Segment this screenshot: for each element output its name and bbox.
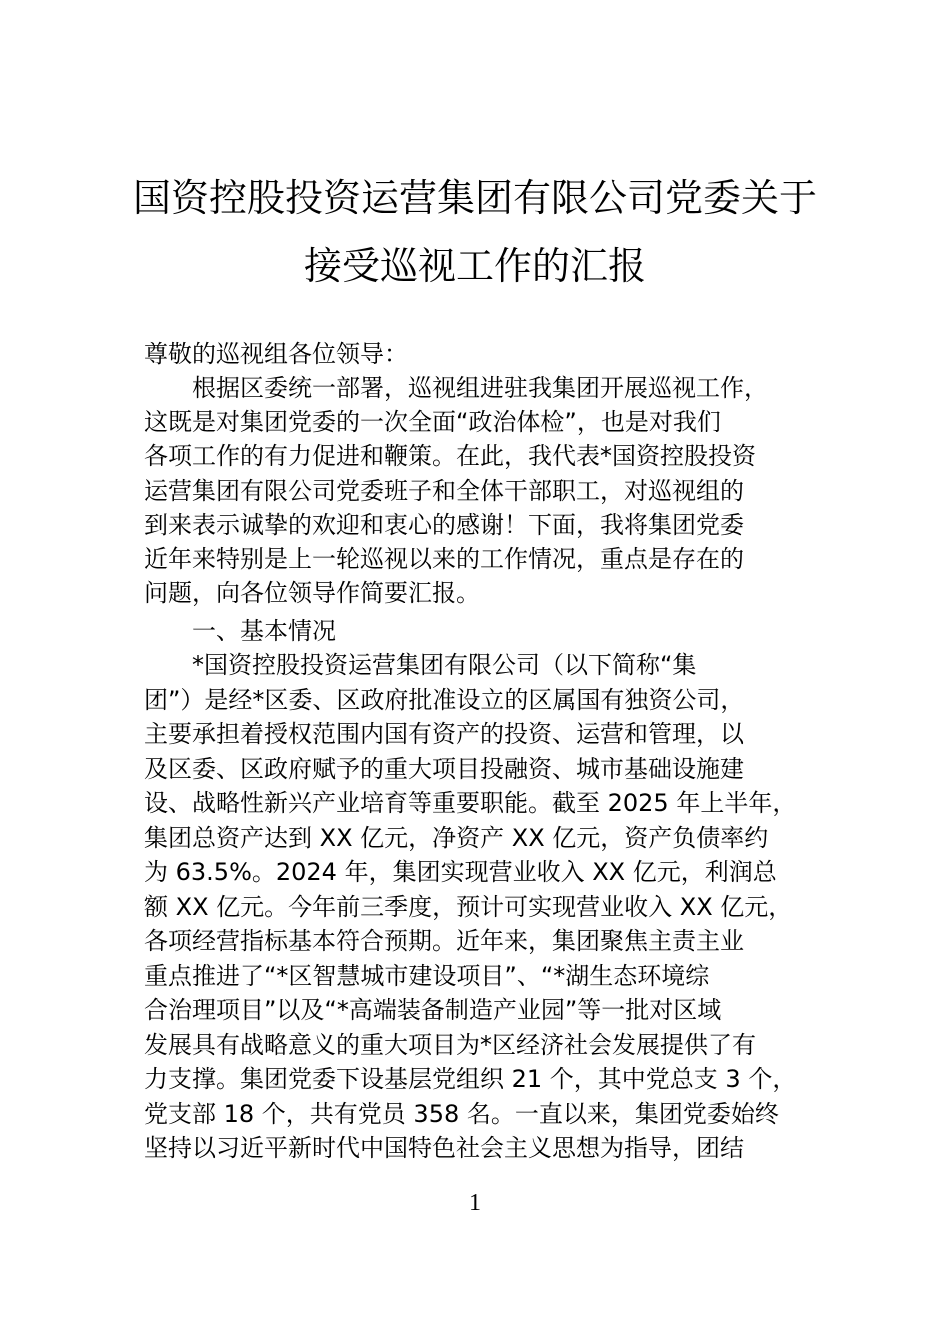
body-line: 额 XX 亿元。今年前三季度，预计可实现营业收入 XX 亿元，: [144, 893, 793, 921]
body-line: 这既是对集团党委的一次全面“政治体检”，也是对我们: [144, 408, 721, 436]
body-line: 运营集团有限公司党委班子和全体干部职工，对巡视组的: [144, 477, 744, 505]
section-heading: 一、基本情况: [192, 617, 336, 645]
body-line: *国资控股投资运营集团有限公司（以下简称“集: [192, 651, 697, 679]
body-line: 党支部 18 个，共有党员 358 名。一直以来，集团党委始终: [144, 1100, 779, 1128]
body-line: 各项工作的有力促进和鞭策。在此，我代表*国资控股投资: [144, 442, 756, 470]
body-line: 集团总资产达到 XX 亿元，净资产 XX 亿元，资产负债率约: [144, 824, 769, 852]
body-line: 近年来特别是上一轮巡视以来的工作情况，重点是存在的: [144, 545, 744, 573]
page-number: 1: [469, 1190, 481, 1216]
body-line: 坚持以习近平新时代中国特色社会主义思想为指导，团结: [144, 1134, 744, 1162]
body-line: 力支撑。集团党委下设基层党组织 21 个，其中党总支 3 个，: [144, 1065, 797, 1093]
body-line: 重点推进了“*区智慧城市建设项目”、“*湖生态环境综: [144, 962, 710, 990]
body-line: 合治理项目”以及“*高端装备制造产业园”等一批对区域: [144, 996, 722, 1024]
body-line: 问题，向各位领导作简要汇报。: [144, 579, 480, 607]
body-line: 团”）是经*区委、区政府批准设立的区属国有独资公司，: [144, 686, 745, 714]
body-line: 发展具有战略意义的重大项目为*区经济社会发展提供了有: [144, 1031, 756, 1059]
body-line: 及区委、区政府赋予的重大项目投融资、城市基础设施建: [144, 755, 744, 783]
document-title-line-1: 国资控股投资运营集团有限公司党委关于: [132, 176, 817, 220]
body-line: 主要承担着授权范围内国有资产的投资、运营和管理，以: [144, 720, 744, 748]
body-line: 设、战略性新兴产业培育等重要职能。截至 2025 年上半年，: [144, 789, 797, 817]
body-line: 到来表示诚挚的欢迎和衷心的感谢！下面，我将集团党委: [144, 511, 744, 539]
body-line: 各项经营指标基本符合预期。近年来，集团聚焦主责主业: [144, 927, 744, 955]
body-line: 根据区委统一部署，巡视组进驻我集团开展巡视工作，: [192, 374, 768, 402]
document-title-line-2: 接受巡视工作的汇报: [303, 244, 646, 288]
salutation: 尊敬的巡视组各位领导：: [144, 340, 408, 368]
body-line: 为 63.5%。2024 年，集团实现营业收入 XX 亿元，利润总: [144, 858, 777, 886]
